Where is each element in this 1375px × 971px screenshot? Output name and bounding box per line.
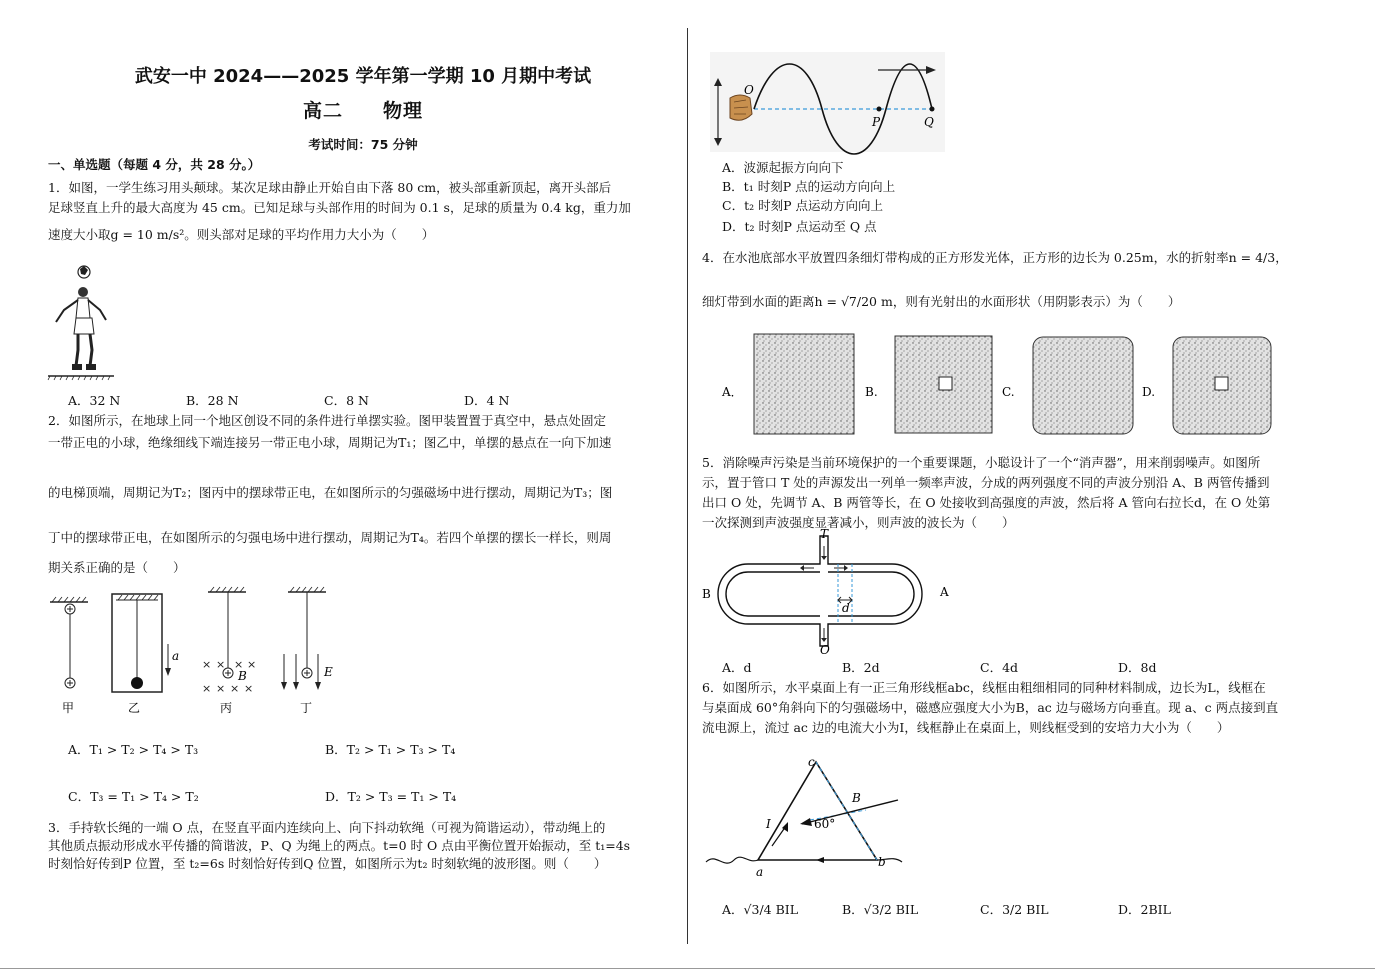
q6-label-field: B xyxy=(852,791,861,805)
q2-line-3: 的电梯顶端，周期记为T₂；图丙中的摆球带正电，在如图所示的匀强磁场中进行摆动，周期记为T₃；图 xyxy=(48,485,613,500)
svg-text:×: × xyxy=(247,658,257,671)
q1-option-d[interactable]: D．4 N xyxy=(464,393,510,408)
svg-text:×: × xyxy=(230,682,240,695)
q2-option-b[interactable]: B．T₂ > T₁ > T₃ > T₄ xyxy=(325,742,456,757)
q6-option-d[interactable]: D．2BIL xyxy=(1118,902,1171,917)
q3-figure-wave xyxy=(710,52,945,152)
q2-symbol-e: E xyxy=(324,665,333,679)
q2-figure-symbols xyxy=(48,588,348,718)
q5-label-t: T xyxy=(820,527,829,541)
q2-label-bing: 丙 xyxy=(220,701,233,715)
q6-figure-triangle xyxy=(702,752,912,880)
q5-line-2: 示，置于管口 T 处的声源发出一列单一频率声波，分成的两列强度不同的声波分别沿 A、B 两管传播到 xyxy=(702,475,1270,490)
q4-option-c-shape[interactable] xyxy=(1033,337,1133,434)
q5-label-a: A xyxy=(940,585,949,599)
q2-label-jia: 甲 xyxy=(62,701,75,715)
q6-label-a: a xyxy=(756,865,764,879)
q6-label-b: b xyxy=(878,855,886,869)
q5-option-a[interactable]: A．d xyxy=(722,660,752,675)
q5-line-3: 出口 O 处，先调节 A、B 两管等长，在 O 处接收到高强度的声波，然后将 A 管向右拉长d，在 O 处第 xyxy=(702,495,1271,510)
q1-line-1: 1．如图，一学生练习用头颠球。某次足球由静止开始自由下落 80 cm，被头部重新顶起，离开头部后 xyxy=(48,180,612,195)
q1-option-c[interactable]: C．8 N xyxy=(324,393,369,408)
q6-label-angle: 60° xyxy=(814,817,836,831)
q5-label-b: B xyxy=(702,587,711,601)
q5-label-d: d xyxy=(842,601,850,615)
q1-option-b[interactable]: B．28 N xyxy=(186,393,239,408)
svg-text:×: × xyxy=(216,658,226,671)
q3-option-a[interactable]: A．波源起振方向向下 xyxy=(722,160,844,175)
q5-line-4: 一次探测到声波强度显著减小，则声波的波长为（ ） xyxy=(702,515,1015,530)
q5-label-o: O xyxy=(820,643,830,657)
q3-option-b[interactable]: B．t₁ 时刻P 点的运动方向向上 xyxy=(722,179,896,194)
q2-label-yi: 乙 xyxy=(128,701,141,715)
q3-label-p: P xyxy=(872,115,881,129)
q1-line-2: 足球竖直上升的最大高度为 45 cm。已知足球与头部作用的时间为 0.1 s，足球的质量为 0.4 kg，重力加 xyxy=(48,200,631,215)
q4-option-a-label[interactable]: A． xyxy=(722,385,743,399)
q4-option-d-label[interactable]: D. xyxy=(1142,385,1156,399)
bottom-rule xyxy=(0,968,1375,969)
q3-label-o: O xyxy=(744,83,754,97)
q2-line-4: 丁中的摆球带正电，在如图所示的匀强电场中进行摆动，周期记为T₄。若四个单摆的摆长一样长，则周 xyxy=(48,530,612,545)
q4-line-1: 4．在水池底部水平放置四条细灯带构成的正方形发光体，正方形的边长为 0.25m，水的折射率n = 4/3， xyxy=(702,250,1288,265)
q2-line-2: 一带正电的小球，绝缘细线下端连接另一带正电小球，周期记为T₁；图乙中，单摆的悬点在一向下加速 xyxy=(48,435,612,450)
q4-options-figure xyxy=(702,330,1302,440)
q1-line-3: 速度大小取g = 10 m/s²。则头部对足球的平均作用力大小为（ ） xyxy=(48,227,435,242)
svg-text:×: × xyxy=(202,682,212,695)
q2-label-ding: 丁 xyxy=(300,701,313,715)
q5-option-c[interactable]: C．4d xyxy=(980,660,1019,675)
q6-line-2: 与桌面成 60°角斜向下的匀强磁场中，磁感应强度大小为B，ac 边与磁场方向垂直。现 a、c 两点接到直 xyxy=(702,700,1279,715)
q4-line-2: 细灯带到水面的距离h = √7/20 m，则有光射出的水面形状（用阴影表示）为（ ） xyxy=(702,294,1181,309)
q6-line-1: 6．如图所示，水平桌面上有一正三角形线框abc，线框由粗细相同的同种材料制成，边长为L，线框在 xyxy=(702,680,1266,695)
q4-option-c-label[interactable]: C. xyxy=(1002,385,1015,399)
q5-figure-muffler xyxy=(702,527,962,658)
q6-option-a[interactable]: A．√3/4 BIL xyxy=(722,902,799,917)
q5-line-1: 5．消除噪声污染是当前环境保护的一个重要课题，小聪设计了一个“消声器”，用来削弱噪声。如图所 xyxy=(702,455,1261,470)
section-heading: 一、单选题（每题 4 分，共 28 分。） xyxy=(48,157,261,172)
q1-figure-player xyxy=(48,262,118,384)
q5-option-b[interactable]: B．2d xyxy=(842,660,880,675)
q2-option-c[interactable]: C．T₃ = T₁ > T₄ > T₂ xyxy=(68,789,199,804)
svg-text:×: × xyxy=(234,658,244,671)
q2-option-a[interactable]: A．T₁ > T₂ > T₄ > T₃ xyxy=(68,742,199,757)
q3-label-q: Q xyxy=(924,115,934,129)
q3-line-3: 时刻恰好传到P 位置，至 t₂=6s 时刻恰好传到Q 位置，如图所示为t₂ 时刻软绳的波形图。则（ ） xyxy=(48,856,607,871)
svg-text:×: × xyxy=(202,658,212,671)
q3-line-2: 其他质点振动形成水平传播的简谐波，P、Q 为绳上的两点。t=0 时 O 点由平衡位置开始振动，至 t₁=4s xyxy=(48,838,631,853)
exam-time: 考试时间：75 分钟 xyxy=(308,137,418,152)
q4-option-a-shape[interactable] xyxy=(754,334,854,434)
q2-symbol-a: a xyxy=(172,649,180,663)
q4-option-b-label[interactable]: B. xyxy=(865,385,878,399)
svg-text:×: × xyxy=(216,682,226,695)
q3-option-c[interactable]: C．t₂ 时刻P 点运动方向向上 xyxy=(722,198,883,213)
q1-option-a[interactable]: A．32 N xyxy=(68,393,121,408)
q6-label-c: c xyxy=(808,755,815,769)
q6-line-3: 流电源上，流过 ac 边的电流大小为I，线框静止在桌面上，则线框受到的安培力大小为（ ） xyxy=(702,720,1230,735)
column-divider xyxy=(687,28,688,944)
q6-label-current: I xyxy=(766,817,771,831)
exam-subject: 高二 物理 xyxy=(302,100,423,122)
q6-option-b[interactable]: B．√3/2 BIL xyxy=(842,902,919,917)
q2-line-5: 期关系正确的是（ ） xyxy=(48,560,186,575)
q2-symbol-b: B xyxy=(238,669,247,683)
svg-text:×: × xyxy=(244,682,254,695)
q6-option-c[interactable]: C．3/2 BIL xyxy=(980,902,1049,917)
q2-option-d[interactable]: D．T₂ > T₃ = T₁ > T₄ xyxy=(325,789,457,804)
q2-line-1: 2．如图所示，在地球上同一个地区创设不同的条件进行单摆实验。图甲装置置于真空中，悬点处固定 xyxy=(48,413,606,428)
q5-option-d[interactable]: D．8d xyxy=(1118,660,1157,675)
q3-line-1: 3．手持软长绳的一端 O 点，在竖直平面内连续向上、向下抖动软绳（可视为简谐运动），带动绳上的 xyxy=(48,820,606,835)
q3-option-d[interactable]: D．t₂ 时刻P 点运动至 Q 点 xyxy=(722,219,877,234)
exam-title: 武安一中 2024——2025 学年第一学期 10 月期中考试 xyxy=(134,66,592,87)
